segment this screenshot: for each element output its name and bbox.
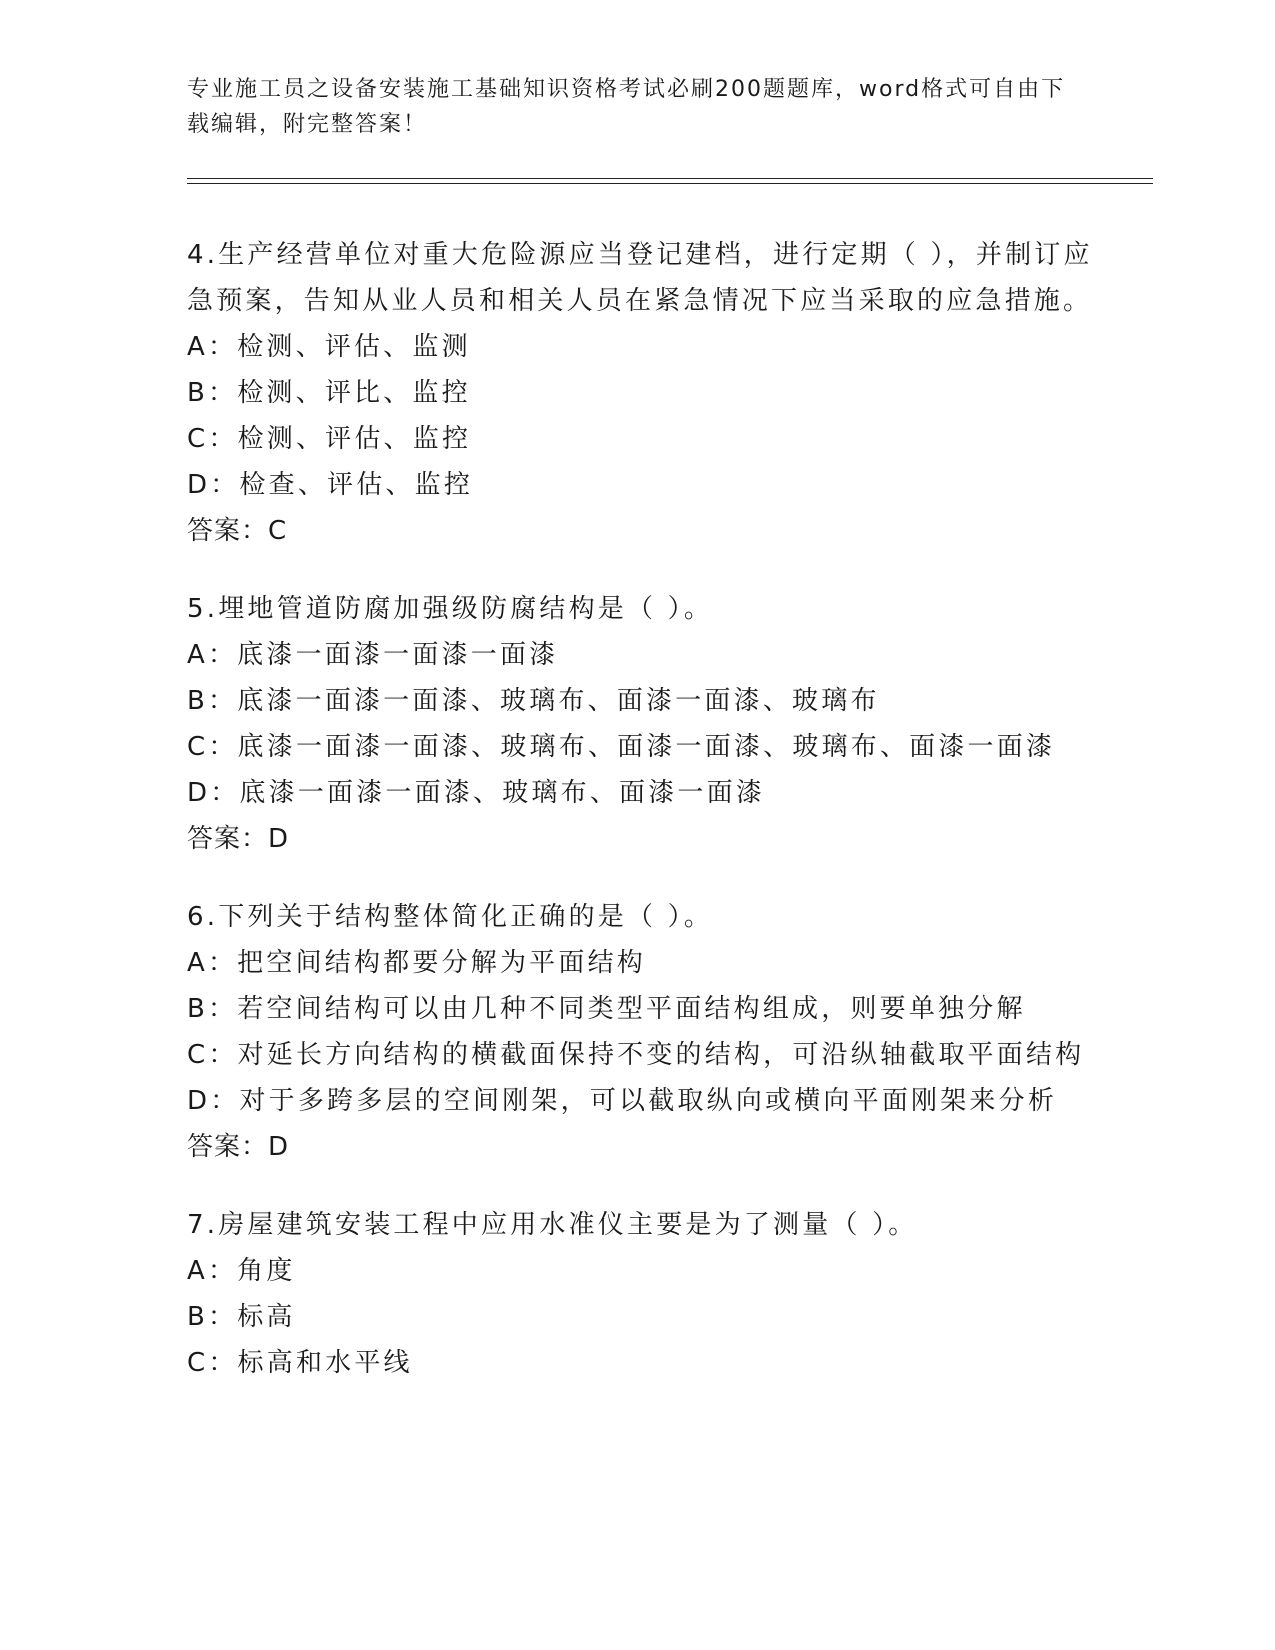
question-list — [187, 232, 1117, 1418]
answer-line: 答案：D — [187, 1132, 290, 1162]
option-a: A：把空间结构都要分解为平面结构 — [187, 948, 646, 978]
option-a: A：检测、评估、监测 — [187, 332, 471, 362]
option-d: D：对于多跨多层的空间刚架，可以截取纵向或横向平面刚架来分析 — [187, 1086, 1058, 1116]
option-c: C：检测、评估、监控 — [187, 424, 472, 454]
question-6 — [187, 894, 1117, 1170]
document-header — [187, 72, 1087, 142]
answer-line: 答案：C — [187, 516, 288, 546]
option-c: C：标高和水平线 — [187, 1348, 413, 1378]
question-stem: 7.房屋建筑安装工程中应用水准仪主要是为了测量（ ）。 — [187, 1210, 918, 1240]
option-a: A：角度 — [187, 1256, 296, 1286]
option-d: D：检查、评估、监控 — [187, 470, 474, 500]
option-a: A：底漆一面漆一面漆一面漆 — [187, 640, 559, 670]
header-divider-bottom — [187, 183, 1153, 184]
document-title: 专业施工员之设备安装施工基础知识资格考试必刷200题题库，word格式可自由下载编辑，附完整答案！ — [187, 77, 1066, 137]
question-stem: 4.生产经营单位对重大危险源应当登记建档，进行定期（ ），并制订应急预案，告知从业人员和相关人员在紧急情况下应当采取的应急措施。 — [187, 240, 1093, 316]
option-b: B：底漆一面漆一面漆、玻璃布、面漆一面漆、玻璃布 — [187, 686, 880, 716]
option-b: B：检测、评比、监控 — [187, 378, 471, 408]
option-b: B：标高 — [187, 1302, 296, 1332]
header-divider-top — [187, 178, 1153, 179]
option-b: B：若空间结构可以由几种不同类型平面结构组成，则要单独分解 — [187, 994, 1026, 1024]
question-stem: 6.下列关于结构整体简化正确的是（ ）。 — [187, 902, 714, 932]
answer-line: 答案：D — [187, 824, 290, 854]
question-4 — [187, 232, 1117, 554]
question-stem: 5.埋地管道防腐加强级防腐结构是（ ）。 — [187, 594, 714, 624]
option-c: C：对延长方向结构的横截面保持不变的结构，可沿纵轴截取平面结构 — [187, 1040, 1085, 1070]
option-c: C：底漆一面漆一面漆、玻璃布、面漆一面漆、玻璃布、面漆一面漆 — [187, 732, 1056, 762]
question-5 — [187, 586, 1117, 862]
question-7 — [187, 1202, 1117, 1386]
option-d: D：底漆一面漆一面漆、玻璃布、面漆一面漆 — [187, 778, 766, 808]
